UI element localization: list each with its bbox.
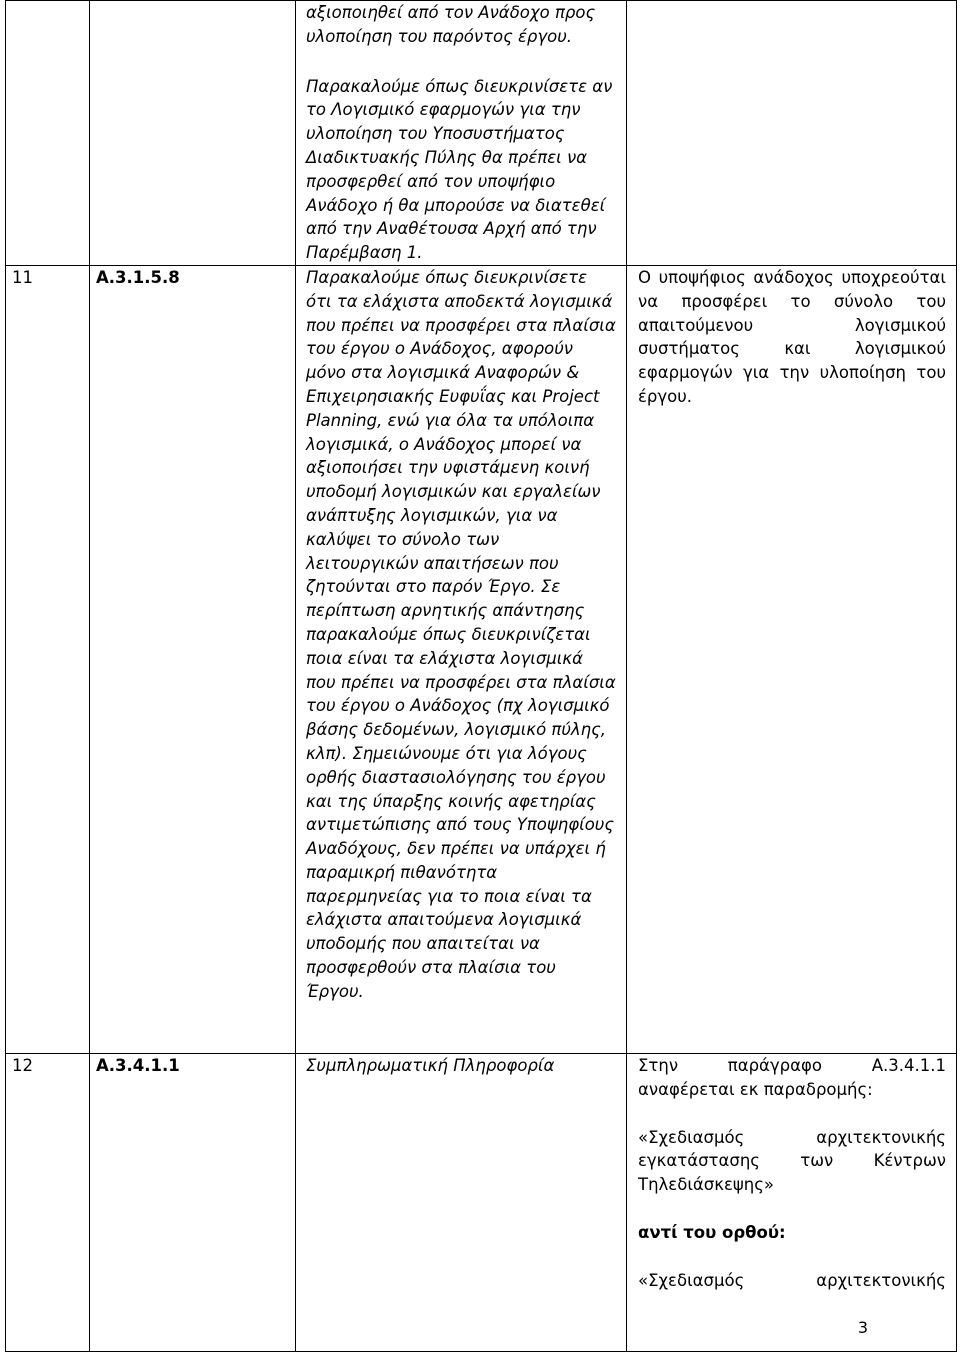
- reference-cell: [90, 1, 296, 266]
- question-cell: [296, 1053, 627, 1351]
- answer-cell: [627, 265, 957, 1053]
- question-text: Παρακαλούμε όπως διευκρινίσετε ότι τα ελάχιστα αποδεκτά λογισμικά που πρέπει να προσφέρει στα πλαίσια του έργου ο Ανάδοχος, αφορούν μόνο στα λογισμικά Αναφορών & Επιχειρησιακής Ευφυΐας και Project Planning, ενώ για όλα τα υπόλοιπα λογισμικά, ο Ανάδοχος μπορεί να αξιοποιήσει την υφιστάμενη κοινή υποδομή λογισμικών και εργαλείων ανάπτυξης λογισμικών, για να καλύψει το σύνολο των λειτουργικών απαιτήσεων που ζητούνται στο παρόν Έργο. Σε περίπτωση αρνητικής απάντησης παρακαλούμε όπως διευκρινίζεται ποια είναι τα ελάχιστα λογισμικά που πρέπει να προσφέρει στα πλαίσια του έργου ο Ανάδοχος (πχ λογισμικό βάσης δεδομένων, λογισμικό πύλης, κλπ). Σημειώνουμε ότι για λόγους ορθής διαστασιολόγησης του έργου και της ύπαρξης κοινής αφετηρίας αντιμετώπισης από τους Υποψηφίους Αναδόχους, δεν πρέπει να υπάρχει ή παραμικρή πιθανότητα παρερμηνείας για το ποια είναι τα ελάχιστα απαιτούμενα λογισμικά υποδομής που απαιτείται να προσφερθούν στα πλαίσια του Έργου.: [306, 267, 616, 1001]
- answer-intro: Στην παράγραφο Α.3.4.1.1 αναφέρεται εκ παραδρομής:: [638, 1055, 946, 1099]
- table-row: [6, 265, 957, 1053]
- table-row: [6, 1, 957, 266]
- table-row: [6, 1053, 957, 1351]
- row-number-cell: 11: [6, 265, 90, 1053]
- question-cell: [296, 1, 627, 266]
- reference-cell: Α.3.4.1.1: [90, 1053, 296, 1351]
- row-number-cell: [6, 1, 90, 266]
- answer-quote-wrong: «Σχεδιασμός αρχιτεκτονικής εγκατάστασης των Κέντρων Τηλεδιάσκεψης»: [638, 1127, 946, 1195]
- answer-cell: [627, 1053, 957, 1351]
- page-number: 3: [857, 1318, 868, 1337]
- question-text: Παρακαλούμε όπως διευκρινίσετε αν το Λογισμικό εφαρμογών για την υλοποίηση του Υποσυστήματος Διαδικτυακής Πύλης θα πρέπει να προσφερθεί από τον υποψήφιο Ανάδοχο ή θα μπορούσε να διατεθεί από την Αναθέτουσα Αρχή από την Παρέμβαση 1.: [306, 76, 613, 263]
- answer-cell: [627, 1, 957, 266]
- reference-cell: Α.3.1.5.8: [90, 265, 296, 1053]
- clarifications-table: [5, 0, 957, 1352]
- question-cell: [296, 265, 627, 1053]
- question-text-continued: αξιοποιηθεί από τον Ανάδοχο προς υλοποίηση του παρόντος έργου.: [306, 3, 596, 46]
- answer-text: Ο υποψήφιος ανάδοχος υποχρεούται να προσφέρει το σύνολο του απαιτούμενου λογισμικού συστήματος και λογισμικού εφαρμογών για την υλοποίηση του έργου.: [638, 267, 946, 406]
- row-number-cell: 12: [6, 1053, 90, 1351]
- answer-quote-correct: «Σχεδιασμός αρχιτεκτονικής: [638, 1270, 946, 1290]
- answer-heading: αντί του ορθού:: [638, 1222, 786, 1242]
- question-text: Συμπληρωματική Πληροφορία: [306, 1055, 555, 1075]
